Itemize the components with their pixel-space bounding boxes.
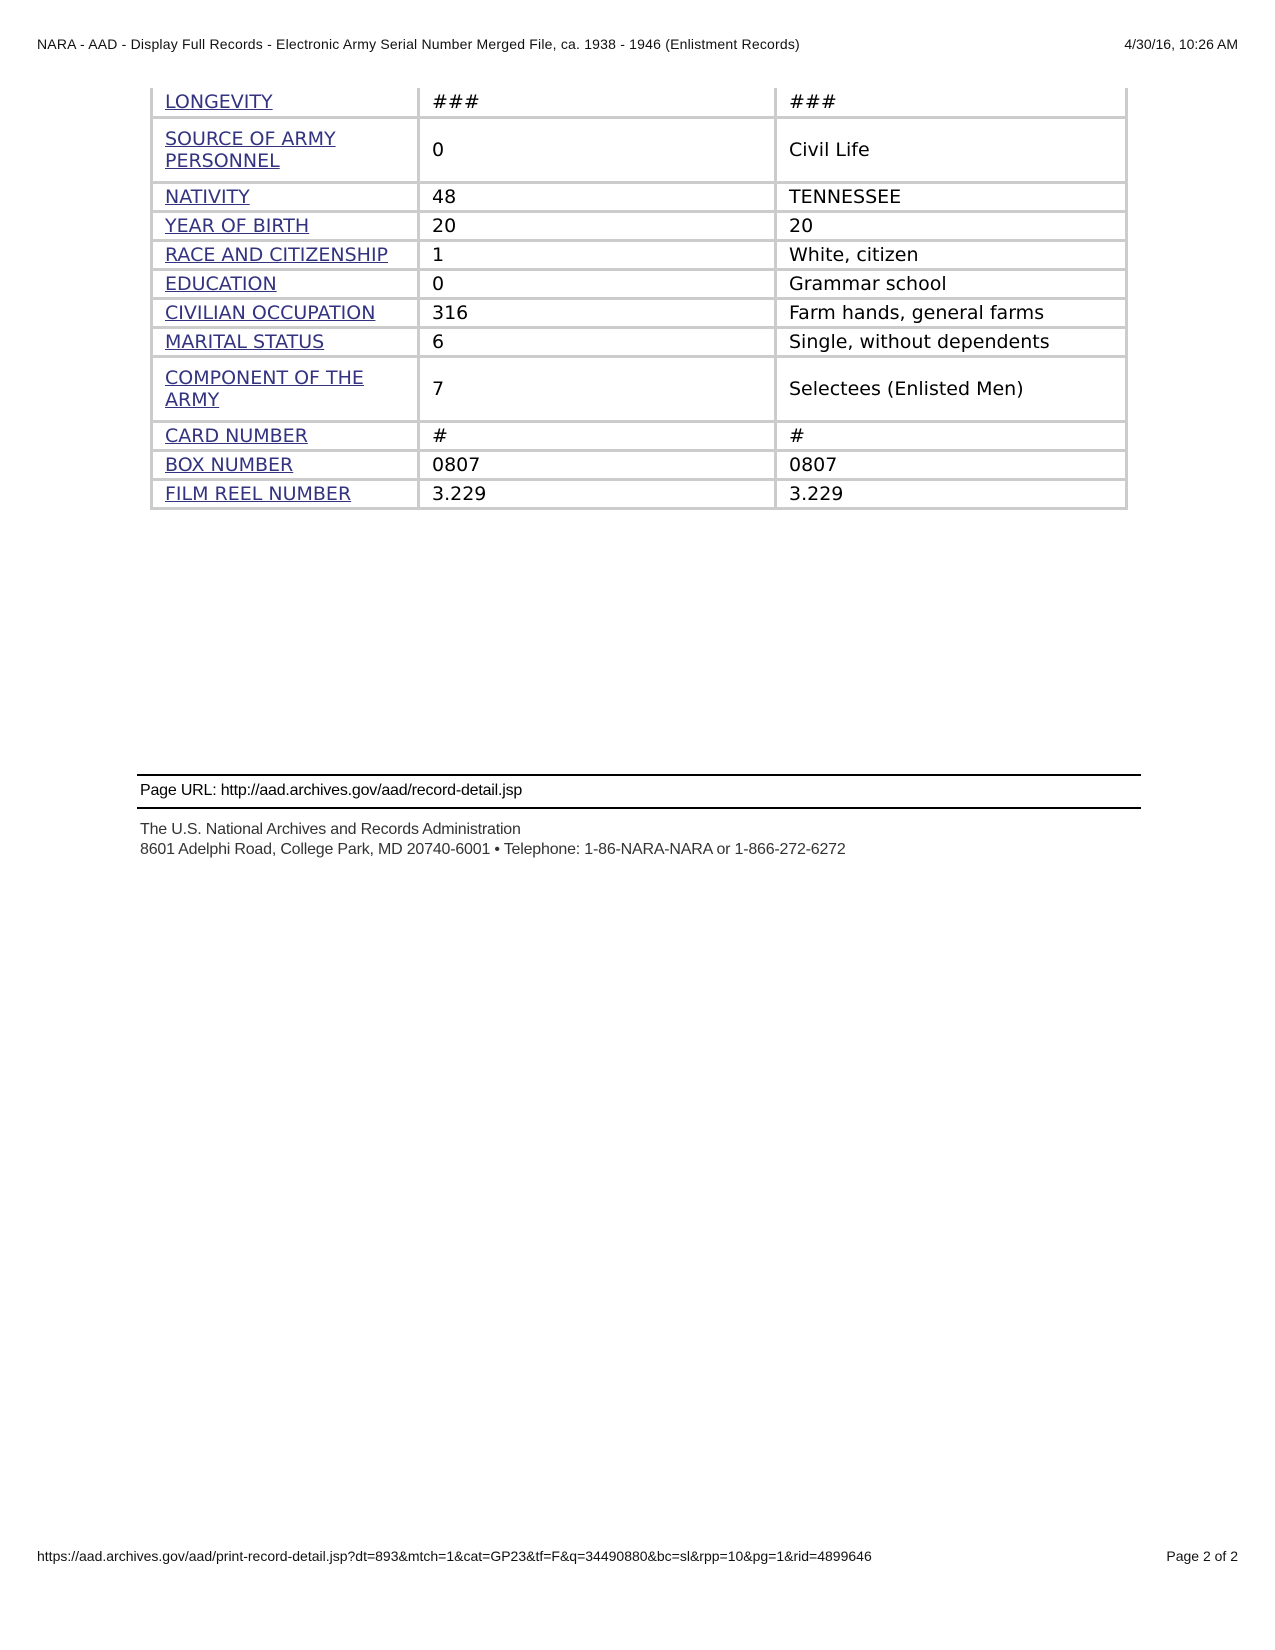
field-link-film-reel-number[interactable]: FILM REEL NUMBER [165, 482, 352, 505]
field-link-nativity[interactable]: NATIVITY [165, 185, 250, 208]
table-row-longevity [152, 88, 1127, 117]
meaning-value: ### [776, 88, 1127, 117]
meaning-value: Grammar school [776, 269, 1127, 298]
meaning-value: Farm hands, general farms [776, 298, 1127, 327]
table-row-marital-status [152, 327, 1127, 356]
field-link-box-number[interactable]: BOX NUMBER [165, 453, 294, 476]
meaning-value: White, citizen [776, 240, 1127, 269]
page-number: Page 2 of 2 [1166, 1548, 1238, 1564]
table-row-race-and-citizenship [152, 240, 1127, 269]
meaning-value: # [776, 421, 1127, 450]
field-link-year-of-birth[interactable]: YEAR OF BIRTH [165, 214, 310, 237]
meaning-value: TENNESSEE [776, 182, 1127, 211]
table-row-card-number [152, 421, 1127, 450]
table-row-component-of-the-army [152, 356, 1127, 421]
field-link-marital-status[interactable]: MARITAL STATUS [165, 330, 325, 353]
code-value: 48 [419, 182, 776, 211]
table-row-film-reel-number [152, 479, 1127, 508]
code-value: 0 [419, 269, 776, 298]
field-link-civilian-occupation[interactable]: CIVILIAN OCCUPATION [165, 301, 376, 324]
code-value: 20 [419, 211, 776, 240]
table-row-box-number [152, 450, 1127, 479]
print-header [37, 36, 1238, 56]
code-value: 3.229 [419, 479, 776, 508]
code-value: 0807 [419, 450, 776, 479]
record-detail-table [150, 88, 1128, 510]
table-row-education [152, 269, 1127, 298]
meaning-value: 3.229 [776, 479, 1127, 508]
nara-address: 8601 Adelphi Road, College Park, MD 20740-6001 • Telephone: 1-86-NARA-NARA or 1-866-272-6272 [140, 841, 846, 858]
code-value: 1 [419, 240, 776, 269]
code-value: 316 [419, 298, 776, 327]
meaning-value: 0807 [776, 450, 1127, 479]
meaning-value: Civil Life [776, 117, 1127, 182]
page-url-bar [137, 774, 1141, 809]
meaning-value: 20 [776, 211, 1127, 240]
meaning-value: Single, without dependents [776, 327, 1127, 356]
field-link-source-of-army-personnel[interactable]: SOURCE OF ARMY PERSONNEL [165, 127, 336, 172]
meaning-value: Selectees (Enlisted Men) [776, 356, 1127, 421]
table-row-source-of-army-personnel [152, 117, 1127, 182]
page-url-text: Page URL: http://aad.archives.gov/aad/record-detail.jsp [140, 782, 523, 799]
print-footer-url: https://aad.archives.gov/aad/print-record-detail.jsp?dt=893&mtch=1&cat=GP23&tf=F&q=34490880&bc=sl&rpp=10&pg=1&rid=4899646 [37, 1548, 872, 1564]
table-row-civilian-occupation [152, 298, 1127, 327]
nara-contact-info [140, 820, 846, 860]
field-link-longevity[interactable]: LONGEVITY [165, 90, 273, 113]
print-footer [37, 1548, 1238, 1568]
table-row-nativity [152, 182, 1127, 211]
print-header-title: NARA - AAD - Display Full Records - Electronic Army Serial Number Merged File, ca. 1938 - 1946 (Enlistment Records) [37, 36, 800, 52]
field-link-education[interactable]: EDUCATION [165, 272, 277, 295]
table-row-year-of-birth [152, 211, 1127, 240]
nara-name: The U.S. National Archives and Records Administration [140, 821, 521, 838]
field-link-component-of-the-army[interactable]: COMPONENT OF THE ARMY [165, 366, 364, 411]
field-link-card-number[interactable]: CARD NUMBER [165, 424, 308, 447]
field-link-race-and-citizenship[interactable]: RACE AND CITIZENSHIP [165, 243, 389, 266]
code-value: 0 [419, 117, 776, 182]
code-value: ### [419, 88, 776, 117]
code-value: 7 [419, 356, 776, 421]
code-value: 6 [419, 327, 776, 356]
code-value: # [419, 421, 776, 450]
print-header-datetime: 4/30/16, 10:26 AM [1124, 36, 1238, 52]
